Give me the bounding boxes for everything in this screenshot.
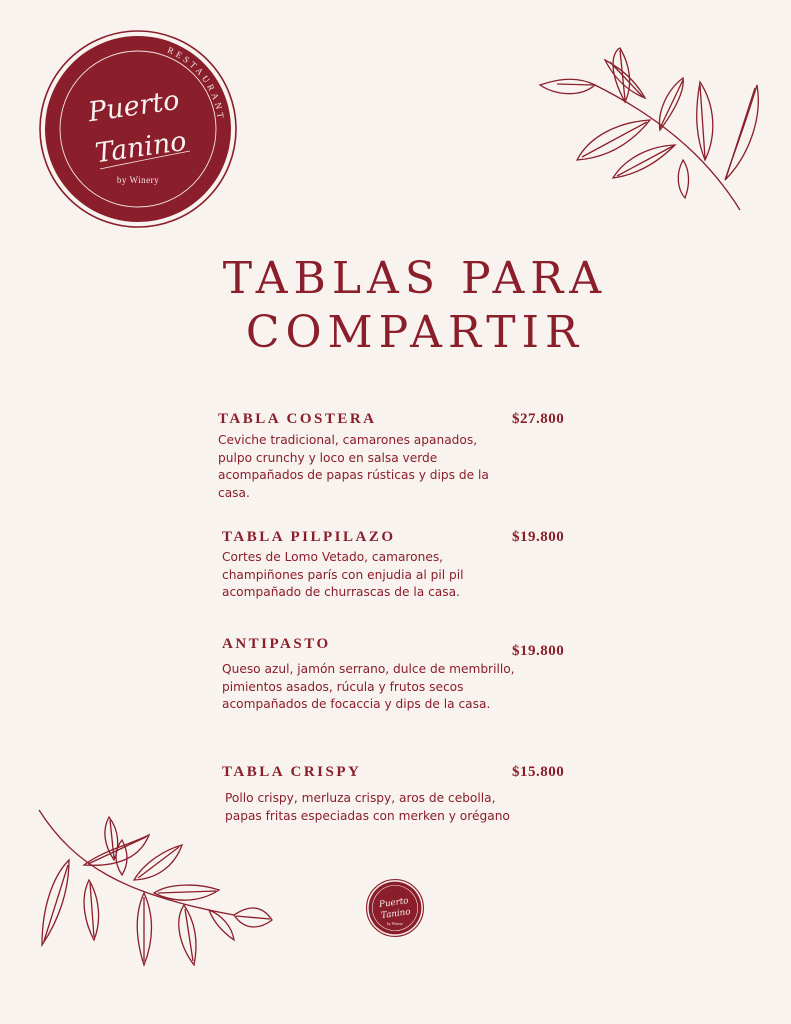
logo-small-by-text: by Winery <box>387 921 403 926</box>
logo-name-line1: Puerto <box>86 84 182 129</box>
restaurant-logo-small <box>366 879 424 937</box>
logo-by-text: by Winery <box>116 175 160 185</box>
item-name: TABLA CRISPY <box>222 764 362 780</box>
leaf-branch-decoration <box>535 40 765 215</box>
item-price: $19.800 <box>512 643 565 659</box>
page-title <box>150 252 680 360</box>
logo-small-name-line2: Tanino <box>380 907 412 922</box>
title-line-1: TABLAS PARA <box>222 253 608 304</box>
item-description: Queso azul, jamón serrano, dulce de membrillo, pimientos asados, rúcula y frutos secos acompañados de focaccia y dips de la casa. <box>222 662 515 711</box>
logo-name-line2: Tanino <box>93 125 189 170</box>
item-description: Ceviche tradicional, camarones apanados, pulpo crunchy y loco en salsa verde acompañados de papas rústicas y dips de la casa. <box>218 433 489 500</box>
item-description: Pollo crispy, merluza crispy, aros de cebolla, papas fritas especiadas con merken y orégano <box>225 791 510 823</box>
title-line-2: COMPARTIR <box>245 307 585 358</box>
item-name: TABLA COSTERA <box>218 411 377 427</box>
item-price: $27.800 <box>512 411 565 427</box>
item-price: $15.800 <box>512 764 565 780</box>
restaurant-logo <box>38 29 238 229</box>
logo-small-name-line1: Puerto <box>378 896 410 911</box>
leaf-branch-decoration <box>34 805 274 975</box>
logo-tag-text: RESTAURANT <box>165 44 227 122</box>
item-description: Cortes de Lomo Vetado, camarones, champiñones parís con enjudia al pil pil acompañado de churrascas de la casa. <box>222 550 464 599</box>
item-price: $19.800 <box>512 529 565 545</box>
item-name: TABLA PILPILAZO <box>222 529 396 545</box>
item-name: ANTIPASTO <box>222 636 331 652</box>
